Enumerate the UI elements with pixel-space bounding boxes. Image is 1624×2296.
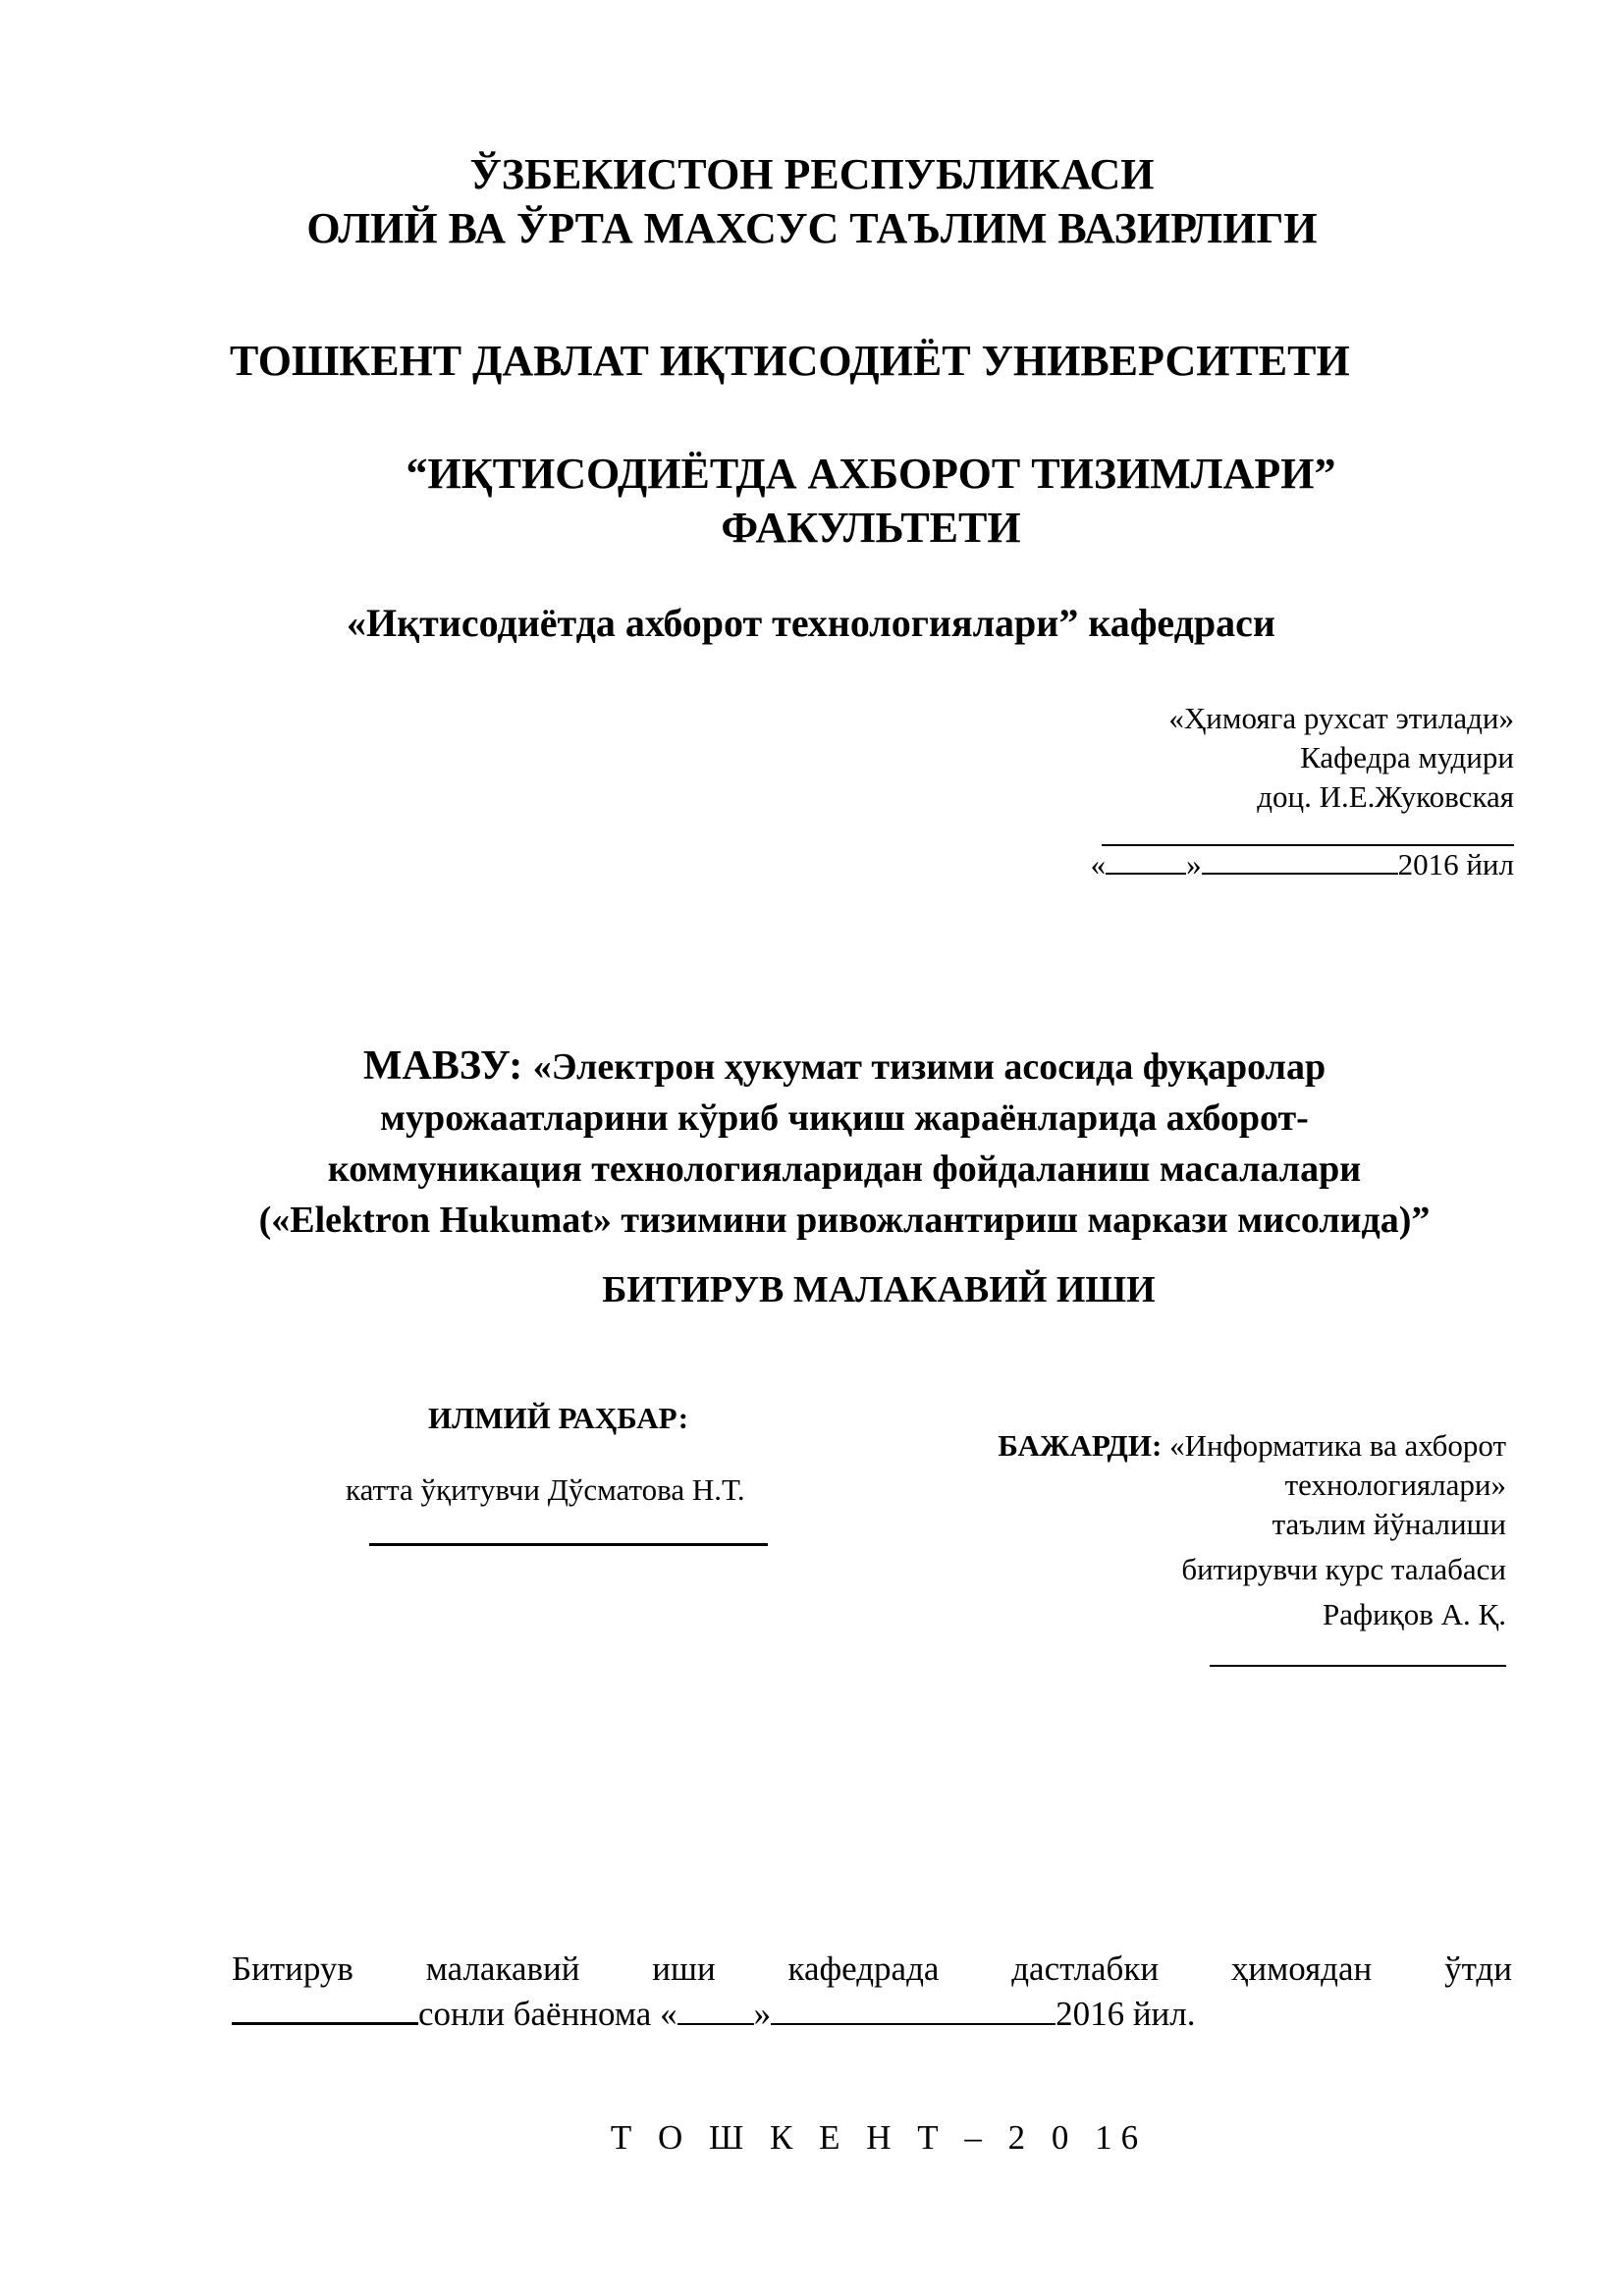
department-name: «Иқтисодиётда ахборот технологиялари” кафедраси	[347, 601, 1275, 645]
protocol-month-blank	[771, 1994, 1056, 2025]
protocol-text: сонли баённома «	[418, 1995, 677, 2033]
ministry-line-2: ОЛИЙ ВА ЎРТА МАХСУС ТАЪЛИМ ВАЗИРЛИГИ	[306, 204, 1318, 252]
note-word: Битирув	[232, 1949, 353, 1988]
supervisor-name: катта ўқитувчи Дўсматова Н.Т.	[346, 1472, 745, 1507]
topic-block	[245, 1041, 1443, 1246]
supervisor-signature-line	[369, 1543, 768, 1546]
performer-line-5: Рафиқов А. Қ.	[1323, 1597, 1506, 1631]
faculty-line-1: “ИҚТИСОДИЁТДА АХБОРОТ ТИЗИМЛАРИ”	[406, 450, 1336, 498]
approval-line-2: Кафедра мудири	[1300, 740, 1514, 774]
protocol-day-blank	[677, 1994, 754, 2025]
note-word: малакавий	[425, 1949, 580, 1988]
day-blank	[1106, 847, 1186, 875]
note-word: иши	[652, 1949, 716, 1988]
date-close-quote: »	[1186, 847, 1202, 881]
protocol-year: 2016 йил.	[1056, 1995, 1196, 2033]
protocol-number-blank	[232, 1993, 418, 2025]
month-blank	[1202, 847, 1398, 875]
topic-line-3: коммуникация технологияларидан фойдаланиш масалалари	[327, 1148, 1362, 1190]
approval-block	[1168, 699, 1514, 817]
defense-note-line-2	[232, 1992, 1512, 2037]
defense-note	[232, 1947, 1512, 2037]
performer-line-4: битирувчи курс талабаси	[1181, 1552, 1506, 1586]
performer-line-2: технологиялари»	[1284, 1468, 1506, 1502]
topic-line-1: «Электрон ҳукумат тизими асосида фуқаролар	[532, 1046, 1326, 1088]
note-word: кафедрада	[787, 1949, 940, 1988]
city-year: Т О Ш К Е Н Т – 2 0 16	[610, 2118, 1148, 2157]
ministry-line-1: ЎЗБЕКИСТОН РЕСПУБЛИКАСИ	[469, 150, 1155, 198]
note-word: дастлабки	[1011, 1949, 1160, 1988]
note-word: ўтди	[1444, 1949, 1512, 1988]
approval-line-3: доц. И.Е.Жуковская	[1257, 779, 1514, 814]
faculty-line-2: ФАКУЛЬТЕТИ	[721, 504, 1021, 552]
protocol-close-quote: »	[753, 1995, 772, 2033]
work-type: БИТИРУВ МАЛАКАВИЙ ИШИ	[602, 1269, 1156, 1310]
ministry-heading	[0, 147, 1624, 255]
date-year: 2016 йил	[1397, 847, 1514, 881]
topic-prefix: МАВЗУ:	[362, 1043, 533, 1089]
supervisor-label: ИЛМИЙ РАҲБАР:	[428, 1401, 689, 1435]
performer-block	[998, 1426, 1506, 1634]
performer-signature-line	[1210, 1665, 1506, 1667]
approval-line-1: «Ҳимояга рухсат этилади»	[1168, 701, 1514, 735]
performer-line-1: «Информатика ва ахборот	[1169, 1428, 1506, 1463]
note-word: ҳимоядан	[1230, 1949, 1373, 1988]
topic-line-4: («Elektron Hukumat» тизимини ривожлантириш маркази мисолида)”	[258, 1200, 1431, 1241]
approval-date	[1091, 846, 1514, 883]
faculty-name	[377, 447, 1365, 555]
topic-line-2: мурожаатларини кўриб чиқиш жараёнларида ахборот-	[380, 1097, 1309, 1139]
performer-line-3: таълим йўналиши	[1272, 1507, 1506, 1541]
university-name: ТОШКЕНТ ДАВЛАТ ИҚТИСОДИЁТ УНИВЕРСИТЕТИ	[230, 337, 1350, 385]
date-open-quote: «	[1090, 847, 1107, 881]
performer-label: БАЖАРДИ:	[998, 1428, 1170, 1463]
defense-note-line-1	[232, 1947, 1512, 1992]
